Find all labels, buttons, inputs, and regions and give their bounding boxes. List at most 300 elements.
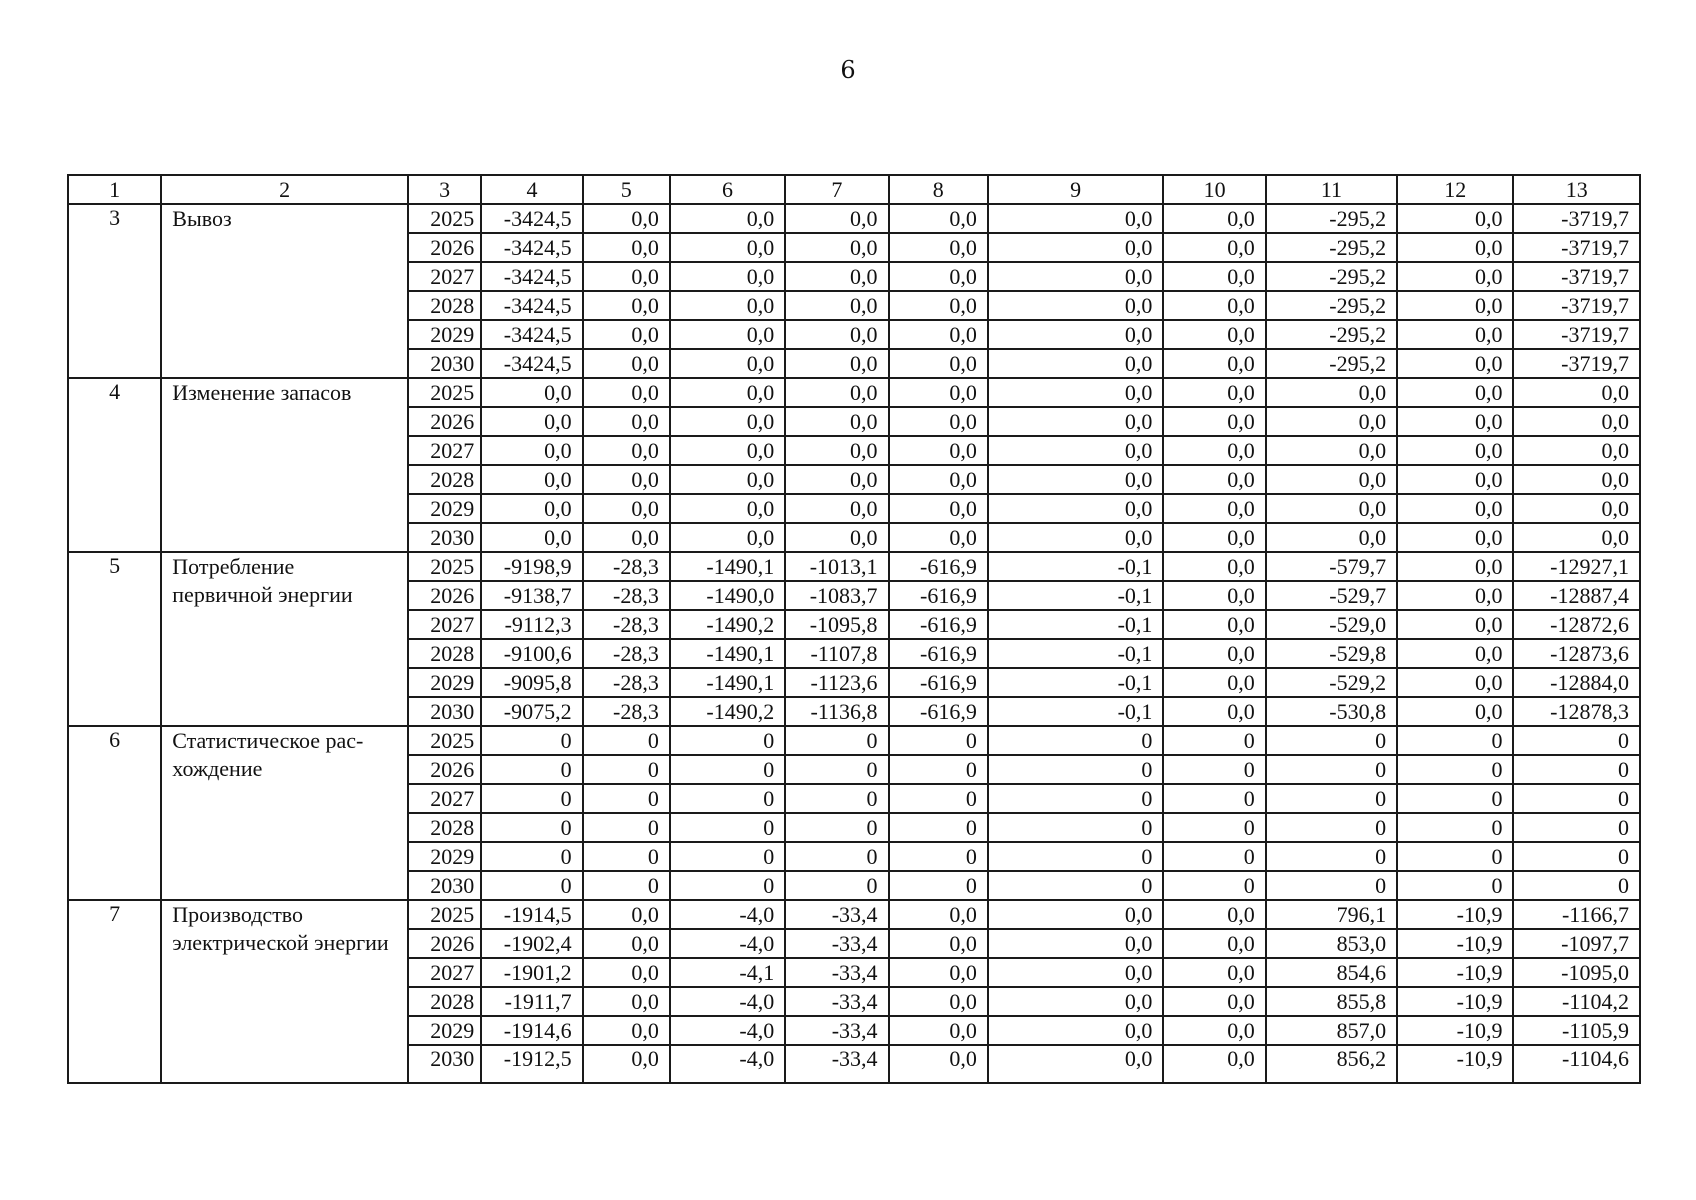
value-cell-col-4: -3424,5	[481, 291, 582, 320]
value-cell-col-7: 0,0	[785, 349, 888, 378]
value-cell-col-13: -3719,7	[1513, 349, 1640, 378]
value-cell-col-9: -0,1	[988, 697, 1164, 726]
year-cell: 2027	[408, 784, 481, 813]
value-cell-col-11: 0	[1266, 871, 1397, 900]
value-cell-col-9: -0,1	[988, 668, 1164, 697]
value-cell-col-9: 0,0	[988, 523, 1164, 552]
value-cell-col-11: -295,2	[1266, 349, 1397, 378]
value-cell-col-4: 0	[481, 755, 582, 784]
value-cell-col-8: 0,0	[889, 436, 988, 465]
value-cell-col-11: -295,2	[1266, 291, 1397, 320]
value-cell-col-10: 0	[1163, 726, 1265, 755]
value-cell-col-11: 0,0	[1266, 465, 1397, 494]
value-cell-col-12: 0,0	[1397, 523, 1513, 552]
year-cell: 2025	[408, 378, 481, 407]
value-cell-col-11: 0,0	[1266, 378, 1397, 407]
value-cell-col-12: 0,0	[1397, 262, 1513, 291]
column-number-row	[68, 175, 1640, 204]
value-cell-col-6: -4,0	[670, 1016, 785, 1045]
value-cell-col-9: 0,0	[988, 349, 1164, 378]
value-cell-col-4: -9100,6	[481, 639, 582, 668]
column-header-5: 5	[583, 175, 670, 204]
table-row	[68, 204, 1640, 233]
value-cell-col-13: 0	[1513, 842, 1640, 871]
value-cell-col-5: 0,0	[583, 349, 670, 378]
year-cell: 2028	[408, 465, 481, 494]
column-header-4: 4	[481, 175, 582, 204]
value-cell-col-13: 0,0	[1513, 494, 1640, 523]
value-cell-col-7: 0	[785, 726, 888, 755]
value-cell-col-5: 0	[583, 813, 670, 842]
value-cell-col-9: 0,0	[988, 436, 1164, 465]
value-cell-col-13: -1104,2	[1513, 987, 1640, 1016]
value-cell-col-8: -616,9	[889, 581, 988, 610]
value-cell-col-13: -12878,3	[1513, 697, 1640, 726]
value-cell-col-11: 0	[1266, 784, 1397, 813]
value-cell-col-10: 0,0	[1163, 465, 1265, 494]
column-header-6: 6	[670, 175, 785, 204]
value-cell-col-6: -1490,1	[670, 552, 785, 581]
value-cell-col-7: -1107,8	[785, 639, 888, 668]
section-number: 4	[68, 378, 161, 552]
value-cell-col-9: 0,0	[988, 958, 1164, 987]
value-cell-col-13: -3719,7	[1513, 291, 1640, 320]
table-row	[68, 726, 1640, 755]
value-cell-col-8: 0,0	[889, 494, 988, 523]
value-cell-col-10: 0,0	[1163, 987, 1265, 1016]
value-cell-col-8: -616,9	[889, 697, 988, 726]
value-cell-col-9: -0,1	[988, 639, 1164, 668]
value-cell-col-12: 0,0	[1397, 697, 1513, 726]
year-cell: 2030	[408, 523, 481, 552]
value-cell-col-6: -1490,1	[670, 639, 785, 668]
value-cell-col-10: 0,0	[1163, 1016, 1265, 1045]
value-cell-col-7: 0	[785, 755, 888, 784]
year-cell: 2027	[408, 262, 481, 291]
value-cell-col-10: 0,0	[1163, 233, 1265, 262]
column-header-3: 3	[408, 175, 481, 204]
value-cell-col-8: 0	[889, 726, 988, 755]
value-cell-col-6: -4,0	[670, 1045, 785, 1083]
value-cell-col-12: 0,0	[1397, 581, 1513, 610]
year-cell: 2026	[408, 407, 481, 436]
value-cell-col-5: 0,0	[583, 1045, 670, 1083]
value-cell-col-10: 0,0	[1163, 552, 1265, 581]
value-cell-col-11: 0	[1266, 726, 1397, 755]
table-header	[68, 175, 1640, 204]
value-cell-col-9: 0,0	[988, 407, 1164, 436]
section-name: Потребление первичной энергии	[161, 552, 408, 726]
value-cell-col-6: -4,0	[670, 929, 785, 958]
value-cell-col-8: 0,0	[889, 958, 988, 987]
value-cell-col-9: 0,0	[988, 1016, 1164, 1045]
value-cell-col-4: -3424,5	[481, 320, 582, 349]
value-cell-col-4: 0,0	[481, 378, 582, 407]
value-cell-col-11: 857,0	[1266, 1016, 1397, 1045]
value-cell-col-7: -33,4	[785, 929, 888, 958]
value-cell-col-9: -0,1	[988, 552, 1164, 581]
section-number: 6	[68, 726, 161, 900]
value-cell-col-9: -0,1	[988, 610, 1164, 639]
value-cell-col-12: 0	[1397, 871, 1513, 900]
value-cell-col-6: 0	[670, 726, 785, 755]
value-cell-col-12: 0	[1397, 842, 1513, 871]
value-cell-col-10: 0,0	[1163, 900, 1265, 929]
value-cell-col-12: -10,9	[1397, 900, 1513, 929]
value-cell-col-5: 0,0	[583, 436, 670, 465]
value-cell-col-5: 0,0	[583, 1016, 670, 1045]
value-cell-col-6: 0,0	[670, 233, 785, 262]
value-cell-col-11: 0,0	[1266, 523, 1397, 552]
value-cell-col-13: -3719,7	[1513, 204, 1640, 233]
year-cell: 2029	[408, 320, 481, 349]
value-cell-col-4: -1912,5	[481, 1045, 582, 1083]
value-cell-col-4: -1911,7	[481, 987, 582, 1016]
value-cell-col-6: -1490,1	[670, 668, 785, 697]
value-cell-col-9: 0,0	[988, 320, 1164, 349]
value-cell-col-7: 0,0	[785, 262, 888, 291]
value-cell-col-9: 0,0	[988, 900, 1164, 929]
value-cell-col-9: 0,0	[988, 494, 1164, 523]
value-cell-col-13: -1105,9	[1513, 1016, 1640, 1045]
value-cell-col-11: 0	[1266, 842, 1397, 871]
value-cell-col-10: 0,0	[1163, 378, 1265, 407]
value-cell-col-4: -9198,9	[481, 552, 582, 581]
value-cell-col-4: -9075,2	[481, 697, 582, 726]
value-cell-col-6: -4,0	[670, 987, 785, 1016]
value-cell-col-8: 0,0	[889, 320, 988, 349]
value-cell-col-6: 0	[670, 784, 785, 813]
value-cell-col-11: -529,7	[1266, 581, 1397, 610]
value-cell-col-8: 0	[889, 813, 988, 842]
value-cell-col-4: -3424,5	[481, 349, 582, 378]
value-cell-col-10: 0,0	[1163, 494, 1265, 523]
year-cell: 2025	[408, 900, 481, 929]
value-cell-col-10: 0,0	[1163, 523, 1265, 552]
value-cell-col-13: 0,0	[1513, 523, 1640, 552]
value-cell-col-6: -4,0	[670, 900, 785, 929]
table-row	[68, 900, 1640, 929]
value-cell-col-8: 0,0	[889, 262, 988, 291]
value-cell-col-8: 0,0	[889, 900, 988, 929]
value-cell-col-7: -1136,8	[785, 697, 888, 726]
year-cell: 2029	[408, 1016, 481, 1045]
value-cell-col-7: 0	[785, 871, 888, 900]
value-cell-col-4: -3424,5	[481, 233, 582, 262]
value-cell-col-4: 0,0	[481, 494, 582, 523]
value-cell-col-4: -1901,2	[481, 958, 582, 987]
value-cell-col-4: -9095,8	[481, 668, 582, 697]
value-cell-col-8: -616,9	[889, 552, 988, 581]
value-cell-col-13: 0,0	[1513, 436, 1640, 465]
value-cell-col-6: 0	[670, 842, 785, 871]
value-cell-col-7: -1123,6	[785, 668, 888, 697]
value-cell-col-13: -12872,6	[1513, 610, 1640, 639]
value-cell-col-12: 0,0	[1397, 668, 1513, 697]
value-cell-col-5: -28,3	[583, 552, 670, 581]
value-cell-col-9: 0,0	[988, 465, 1164, 494]
value-cell-col-12: 0	[1397, 726, 1513, 755]
value-cell-col-12: 0,0	[1397, 610, 1513, 639]
value-cell-col-10: 0	[1163, 784, 1265, 813]
value-cell-col-10: 0,0	[1163, 581, 1265, 610]
value-cell-col-7: 0	[785, 842, 888, 871]
value-cell-col-5: 0,0	[583, 465, 670, 494]
value-cell-col-13: -1166,7	[1513, 900, 1640, 929]
value-cell-col-6: 0,0	[670, 407, 785, 436]
value-cell-col-5: -28,3	[583, 581, 670, 610]
year-cell: 2026	[408, 755, 481, 784]
value-cell-col-7: 0	[785, 784, 888, 813]
value-cell-col-13: -3719,7	[1513, 233, 1640, 262]
value-cell-col-4: 0	[481, 784, 582, 813]
value-cell-col-12: 0,0	[1397, 204, 1513, 233]
value-cell-col-7: 0,0	[785, 320, 888, 349]
year-cell: 2025	[408, 204, 481, 233]
value-cell-col-9: 0,0	[988, 233, 1164, 262]
value-cell-col-13: -12927,1	[1513, 552, 1640, 581]
value-cell-col-8: 0,0	[889, 233, 988, 262]
value-cell-col-10: 0,0	[1163, 407, 1265, 436]
value-cell-col-6: 0,0	[670, 320, 785, 349]
value-cell-col-7: 0,0	[785, 204, 888, 233]
column-header-10: 10	[1163, 175, 1265, 204]
value-cell-col-13: 0,0	[1513, 465, 1640, 494]
value-cell-col-12: 0,0	[1397, 233, 1513, 262]
value-cell-col-8: 0,0	[889, 204, 988, 233]
value-cell-col-9: 0,0	[988, 987, 1164, 1016]
value-cell-col-4: 0,0	[481, 523, 582, 552]
value-cell-col-5: 0	[583, 871, 670, 900]
value-cell-col-4: 0	[481, 813, 582, 842]
value-cell-col-9: 0	[988, 813, 1164, 842]
value-cell-col-8: 0,0	[889, 407, 988, 436]
value-cell-col-4: -1914,6	[481, 1016, 582, 1045]
value-cell-col-5: 0,0	[583, 958, 670, 987]
table-row	[68, 378, 1640, 407]
section-number: 7	[68, 900, 161, 1083]
column-header-11: 11	[1266, 175, 1397, 204]
value-cell-col-8: 0,0	[889, 987, 988, 1016]
value-cell-col-7: -1013,1	[785, 552, 888, 581]
value-cell-col-12: 0,0	[1397, 465, 1513, 494]
value-cell-col-13: -12884,0	[1513, 668, 1640, 697]
value-cell-col-13: 0	[1513, 755, 1640, 784]
value-cell-col-11: 855,8	[1266, 987, 1397, 1016]
value-cell-col-8: 0	[889, 755, 988, 784]
column-header-7: 7	[785, 175, 888, 204]
value-cell-col-6: -4,1	[670, 958, 785, 987]
value-cell-col-4: -3424,5	[481, 204, 582, 233]
value-cell-col-5: 0,0	[583, 204, 670, 233]
value-cell-col-11: 796,1	[1266, 900, 1397, 929]
value-cell-col-13: -3719,7	[1513, 262, 1640, 291]
value-cell-col-6: -1490,0	[670, 581, 785, 610]
section-number: 3	[68, 204, 161, 378]
value-cell-col-13: -1095,0	[1513, 958, 1640, 987]
value-cell-col-12: 0,0	[1397, 291, 1513, 320]
year-cell: 2029	[408, 494, 481, 523]
table-row	[68, 552, 1640, 581]
value-cell-col-11: -530,8	[1266, 697, 1397, 726]
value-cell-col-13: 0	[1513, 813, 1640, 842]
value-cell-col-8: 0,0	[889, 465, 988, 494]
value-cell-col-11: 856,2	[1266, 1045, 1397, 1083]
value-cell-col-10: 0,0	[1163, 262, 1265, 291]
value-cell-col-5: 0,0	[583, 523, 670, 552]
value-cell-col-12: 0	[1397, 755, 1513, 784]
value-cell-col-5: 0,0	[583, 494, 670, 523]
value-cell-col-5: 0,0	[583, 987, 670, 1016]
value-cell-col-7: 0,0	[785, 523, 888, 552]
value-cell-col-5: 0,0	[583, 320, 670, 349]
value-cell-col-11: -295,2	[1266, 320, 1397, 349]
value-cell-col-9: 0,0	[988, 204, 1164, 233]
value-cell-col-12: 0	[1397, 813, 1513, 842]
year-cell: 2030	[408, 697, 481, 726]
value-cell-col-4: 0	[481, 842, 582, 871]
year-cell: 2026	[408, 233, 481, 262]
value-cell-col-4: 0,0	[481, 407, 582, 436]
value-cell-col-4: -9112,3	[481, 610, 582, 639]
value-cell-col-13: -12873,6	[1513, 639, 1640, 668]
value-cell-col-7: 0,0	[785, 378, 888, 407]
value-cell-col-6: -1490,2	[670, 610, 785, 639]
year-cell: 2030	[408, 871, 481, 900]
value-cell-col-5: -28,3	[583, 668, 670, 697]
value-cell-col-7: 0,0	[785, 465, 888, 494]
value-cell-col-6: -1490,2	[670, 697, 785, 726]
value-cell-col-4: 0	[481, 871, 582, 900]
column-header-8: 8	[889, 175, 988, 204]
value-cell-col-4: 0,0	[481, 465, 582, 494]
value-cell-col-7: -33,4	[785, 1016, 888, 1045]
value-cell-col-12: -10,9	[1397, 1045, 1513, 1083]
value-cell-col-8: 0,0	[889, 929, 988, 958]
value-cell-col-6: 0	[670, 755, 785, 784]
value-cell-col-5: 0,0	[583, 378, 670, 407]
value-cell-col-11: 0,0	[1266, 436, 1397, 465]
year-cell: 2030	[408, 349, 481, 378]
value-cell-col-9: 0,0	[988, 291, 1164, 320]
value-cell-col-7: 0,0	[785, 407, 888, 436]
value-cell-col-10: 0,0	[1163, 958, 1265, 987]
value-cell-col-13: 0,0	[1513, 378, 1640, 407]
value-cell-col-5: 0	[583, 755, 670, 784]
value-cell-col-8: -616,9	[889, 668, 988, 697]
value-cell-col-12: 0,0	[1397, 378, 1513, 407]
value-cell-col-6: 0,0	[670, 378, 785, 407]
value-cell-col-11: -529,2	[1266, 668, 1397, 697]
value-cell-col-11: -579,7	[1266, 552, 1397, 581]
value-cell-col-10: 0	[1163, 755, 1265, 784]
value-cell-col-10: 0,0	[1163, 639, 1265, 668]
value-cell-col-12: 0,0	[1397, 552, 1513, 581]
value-cell-col-12: 0,0	[1397, 436, 1513, 465]
value-cell-col-10: 0	[1163, 842, 1265, 871]
value-cell-col-5: -28,3	[583, 639, 670, 668]
value-cell-col-4: -1902,4	[481, 929, 582, 958]
year-cell: 2028	[408, 291, 481, 320]
value-cell-col-10: 0,0	[1163, 436, 1265, 465]
value-cell-col-5: 0	[583, 726, 670, 755]
value-cell-col-10: 0	[1163, 871, 1265, 900]
value-cell-col-6: 0,0	[670, 349, 785, 378]
value-cell-col-7: 0	[785, 813, 888, 842]
value-cell-col-4: -9138,7	[481, 581, 582, 610]
value-cell-col-5: 0,0	[583, 929, 670, 958]
year-cell: 2028	[408, 639, 481, 668]
column-header-2: 2	[161, 175, 408, 204]
value-cell-col-8: 0,0	[889, 378, 988, 407]
value-cell-col-11: -295,2	[1266, 262, 1397, 291]
value-cell-col-11: 0,0	[1266, 494, 1397, 523]
value-cell-col-6: 0,0	[670, 291, 785, 320]
value-cell-col-6: 0	[670, 813, 785, 842]
column-header-12: 12	[1397, 175, 1513, 204]
value-cell-col-10: 0	[1163, 813, 1265, 842]
value-cell-col-13: -1097,7	[1513, 929, 1640, 958]
value-cell-col-5: 0	[583, 842, 670, 871]
value-cell-col-13: 0	[1513, 784, 1640, 813]
value-cell-col-8: 0,0	[889, 349, 988, 378]
column-header-1: 1	[68, 175, 161, 204]
section-name: Производство электрической энергии	[161, 900, 408, 1083]
value-cell-col-5: -28,3	[583, 697, 670, 726]
value-cell-col-7: 0,0	[785, 291, 888, 320]
page-number: 6	[840, 56, 856, 84]
year-cell: 2028	[408, 813, 481, 842]
value-cell-col-6: 0,0	[670, 523, 785, 552]
value-cell-col-7: 0,0	[785, 436, 888, 465]
table-body	[68, 204, 1640, 1083]
value-cell-col-8: 0,0	[889, 291, 988, 320]
value-cell-col-13: 0,0	[1513, 407, 1640, 436]
value-cell-col-12: 0,0	[1397, 407, 1513, 436]
value-cell-col-11: 0,0	[1266, 407, 1397, 436]
value-cell-col-7: -1095,8	[785, 610, 888, 639]
value-cell-col-7: -33,4	[785, 1045, 888, 1083]
value-cell-col-13: -12887,4	[1513, 581, 1640, 610]
value-cell-col-9: 0	[988, 755, 1164, 784]
energy-balance-table	[67, 174, 1641, 1084]
value-cell-col-13: -1104,6	[1513, 1045, 1640, 1083]
section-number: 5	[68, 552, 161, 726]
value-cell-col-5: 0,0	[583, 291, 670, 320]
value-cell-col-13: 0	[1513, 726, 1640, 755]
value-cell-col-6: 0,0	[670, 204, 785, 233]
value-cell-col-9: 0	[988, 842, 1164, 871]
value-cell-col-11: 0	[1266, 755, 1397, 784]
value-cell-col-12: 0	[1397, 784, 1513, 813]
section-name: Статистическое рас-хождение	[161, 726, 408, 900]
value-cell-col-9: 0,0	[988, 378, 1164, 407]
column-header-9: 9	[988, 175, 1164, 204]
value-cell-col-10: 0,0	[1163, 204, 1265, 233]
value-cell-col-8: 0,0	[889, 1016, 988, 1045]
value-cell-col-6: 0,0	[670, 465, 785, 494]
value-cell-col-7: 0,0	[785, 233, 888, 262]
value-cell-col-8: -616,9	[889, 610, 988, 639]
value-cell-col-4: -1914,5	[481, 900, 582, 929]
year-cell: 2029	[408, 842, 481, 871]
value-cell-col-8: 0,0	[889, 523, 988, 552]
value-cell-col-5: 0,0	[583, 262, 670, 291]
value-cell-col-7: -33,4	[785, 958, 888, 987]
year-cell: 2029	[408, 668, 481, 697]
value-cell-col-8: 0	[889, 871, 988, 900]
value-cell-col-10: 0,0	[1163, 1045, 1265, 1083]
